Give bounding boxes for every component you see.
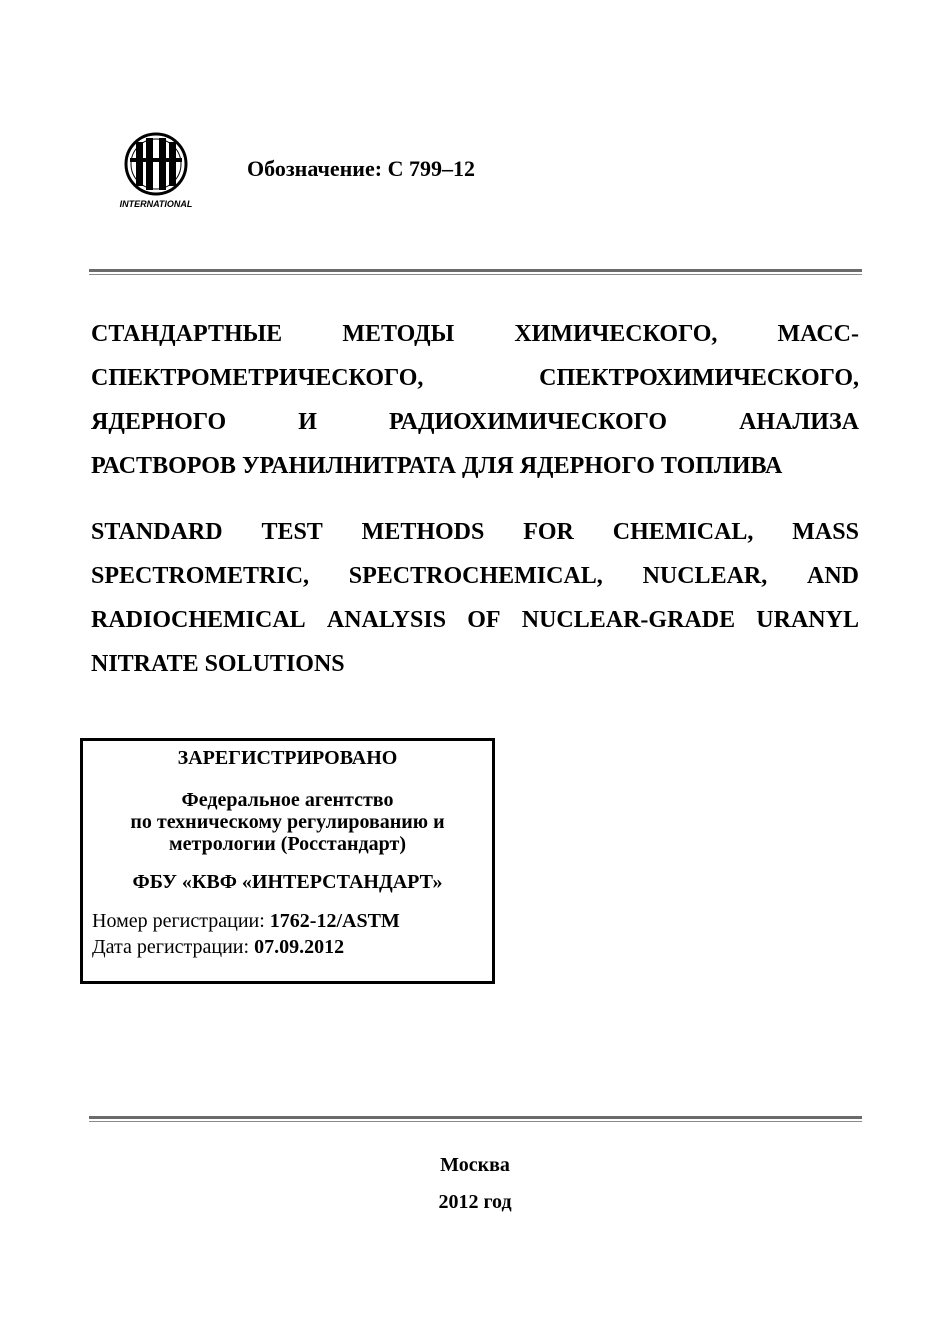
agency-line-2: по техническому регулированию и [130,811,445,833]
logo-text: INTERNATIONAL [119,199,193,209]
title-en-line: RADIOCHEMICAL ANALYSIS OF NUCLEAR-GRADE URANYL [91,607,859,633]
bottom-divider [89,1116,862,1123]
title-english [91,510,859,686]
top-divider [89,269,862,276]
registration-date-value: 07.09.2012 [254,936,345,958]
agency-line-1: Федеральное агентство [181,789,394,811]
title-ru-line: СТАНДАРТНЫЕ МЕТОДЫ ХИМИЧЕСКОГО, МАСС- [91,321,859,347]
designation: Обозначение: C 799–12 [247,156,475,181]
registration-box [80,738,495,984]
agency-line-3: метрологии (Росстандарт) [169,833,406,855]
title-ru-line: СПЕКТРОМЕТРИЧЕСКОГО, СПЕКТРОХИМИЧЕСКОГО, [91,365,859,391]
astm-logo [116,128,206,210]
registration-number: Номер регистрации: 1762-12/ASTM [92,910,400,932]
title-ru-line: ЯДЕРНОГО И РАДИОХИМИЧЕСКОГО АНАЛИЗА [91,409,859,435]
title-ru-last-line: РАСТВОРОВ УРАНИЛНИТРАТА ДЛЯ ЯДЕРНОГО ТОПЛИВА [91,453,783,479]
registration-heading: ЗАРЕГИСТРИРОВАНО [177,747,398,769]
registration-date: Дата регистрации: 07.09.2012 [92,936,345,958]
registration-number-value: 1762-12/ASTM [269,910,400,932]
registration-org: ФБУ «КВФ «ИНТЕРСТАНДАРТ» [132,871,443,893]
footer-year: 2012 год [438,1191,512,1213]
title-en-last-line: NITRATE SOLUTIONS [91,651,345,677]
title-en-line: STANDARD TEST METHODS FOR CHEMICAL, MASS [91,519,859,545]
footer-city: Москва [440,1154,510,1176]
title-en-line: SPECTROMETRIC, SPECTROCHEMICAL, NUCLEAR, AND [91,563,859,589]
title-russian [91,312,859,488]
astm-logo-icon [116,128,206,210]
